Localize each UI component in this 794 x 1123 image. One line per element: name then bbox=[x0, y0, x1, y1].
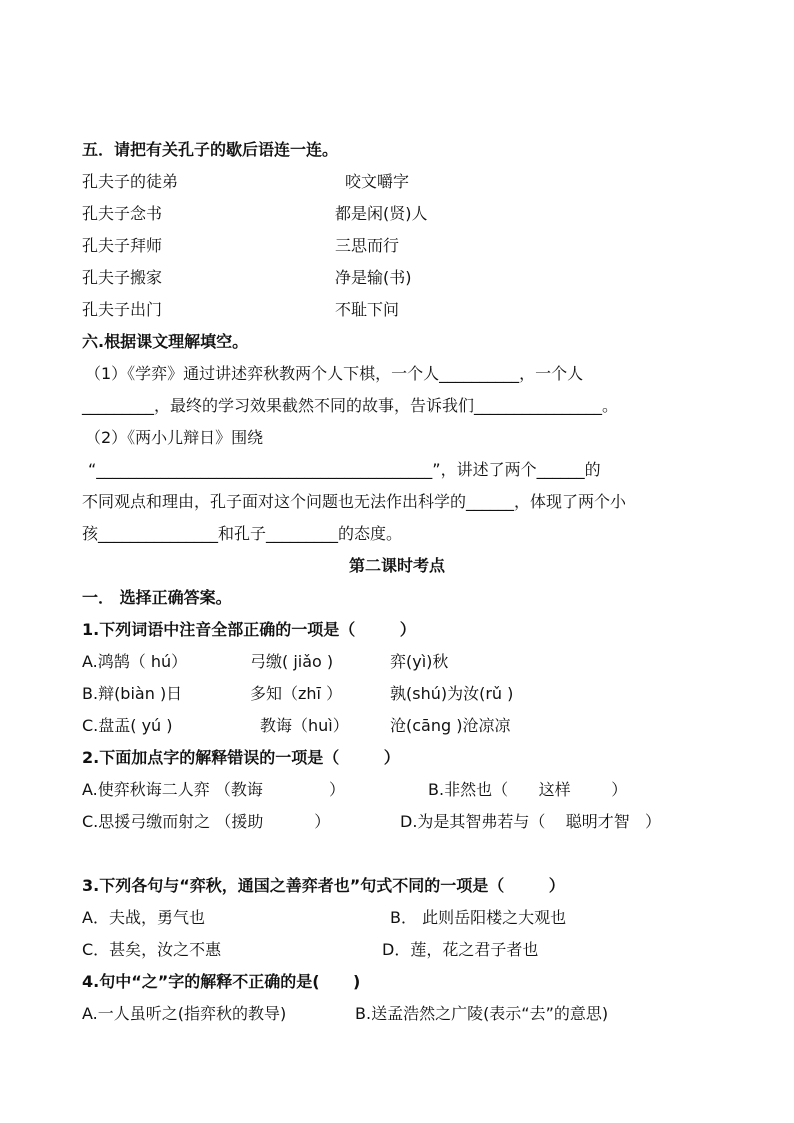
q4-stem: 4.句中“之”字的解释不正确的是( ) bbox=[82, 972, 361, 991]
s5-left-2: 孔夫子念书 bbox=[82, 204, 163, 223]
s6-q1-line2: _________，最终的学习效果截然不同的故事，告诉我们________________。 bbox=[82, 396, 619, 415]
s5-right-5: 不耻下问 bbox=[335, 300, 400, 319]
part-1-heading: 一． 选择正确答案。 bbox=[82, 588, 232, 607]
q2-option-d: D.为是其智弗若与（ 聪明才智 ） bbox=[400, 812, 662, 831]
s6-q2-line2: “__________________________________________”，讲述了两个______的 bbox=[88, 460, 601, 479]
q1-option-c-2: 教诲（huì） bbox=[260, 716, 349, 735]
q2-option-a: A.使弈秋诲二人弈 （教诲 ） bbox=[82, 780, 345, 799]
q1-option-b-2: 多知（zhī ） bbox=[250, 684, 343, 703]
q1-option-c-1: C.盘盂( yú ) bbox=[82, 716, 173, 735]
s6-q2-line4: 孩_______________和孔子_________的态度。 bbox=[82, 524, 403, 543]
q3-option-a: A．夫战，勇气也 bbox=[82, 908, 205, 927]
q1-option-b-3: 孰(shú)为汝(rǔ ) bbox=[390, 684, 514, 703]
q3-option-c: C．甚矣，汝之不惠 bbox=[82, 940, 222, 959]
q4-option-a: A.一人虽听之(指弈秋的教导) bbox=[82, 1004, 287, 1023]
q2-option-c: C.思援弓缴而射之 （援助 ） bbox=[82, 812, 331, 831]
q3-option-b: B． 此则岳阳楼之大观也 bbox=[390, 908, 567, 927]
q4-option-b: B.送孟浩然之广陵(表示“去”的意思) bbox=[355, 1004, 609, 1023]
s6-q2-line3: 不同观点和理由，孔子面对这个问题也无法作出科学的______，体现了两个小 bbox=[82, 492, 627, 511]
s5-right-3: 三思而行 bbox=[335, 236, 400, 255]
s5-right-1: 咬文嚼字 bbox=[345, 172, 410, 191]
q1-option-a-2: 弓缴( jiǎo ) bbox=[250, 652, 334, 671]
q3-stem: 3.下列各句与“弈秋，通国之善弈者也”句式不同的一项是（ ） bbox=[82, 876, 565, 895]
q2-option-b: B.非然也（ 这样 ） bbox=[428, 780, 628, 799]
s5-left-1: 孔夫子的徒弟 bbox=[82, 172, 179, 191]
s5-right-2: 都是闲(贤)人 bbox=[335, 204, 428, 223]
q1-option-c-3: 沧(cāng )沧凉凉 bbox=[390, 716, 511, 735]
s6-q1-line1: （1）《学弈》通过讲述弈秋教两个人下棋，一个人__________，一个人 bbox=[85, 364, 584, 383]
q1-stem: 1.下列词语中注音全部正确的一项是（ ） bbox=[82, 620, 416, 639]
lesson-2-title: 第二课时考点 bbox=[348, 556, 445, 575]
q3-option-d: D．莲，花之君子者也 bbox=[382, 940, 539, 959]
s5-left-4: 孔夫子搬家 bbox=[82, 268, 163, 287]
s5-left-3: 孔夫子拜师 bbox=[82, 236, 163, 255]
q1-option-b-1: B.辩(biàn )日 bbox=[82, 684, 183, 703]
q2-stem: 2.下面加点字的解释错误的一项是（ ） bbox=[82, 748, 400, 767]
q1-option-a-3: 弈(yì)秋 bbox=[390, 652, 449, 671]
s6-q2-line1: （2）《两小儿辩日》围绕 bbox=[85, 428, 264, 447]
q1-option-a-1: A.鸿鹄（ hú） bbox=[82, 652, 188, 671]
section-6-heading: 六.根据课文理解填空。 bbox=[82, 332, 249, 351]
section-5-heading: 五．请把有关孔子的歇后语连一连。 bbox=[82, 140, 339, 159]
s5-left-5: 孔夫子出门 bbox=[82, 300, 163, 319]
s5-right-4: 净是输(书) bbox=[335, 268, 412, 287]
